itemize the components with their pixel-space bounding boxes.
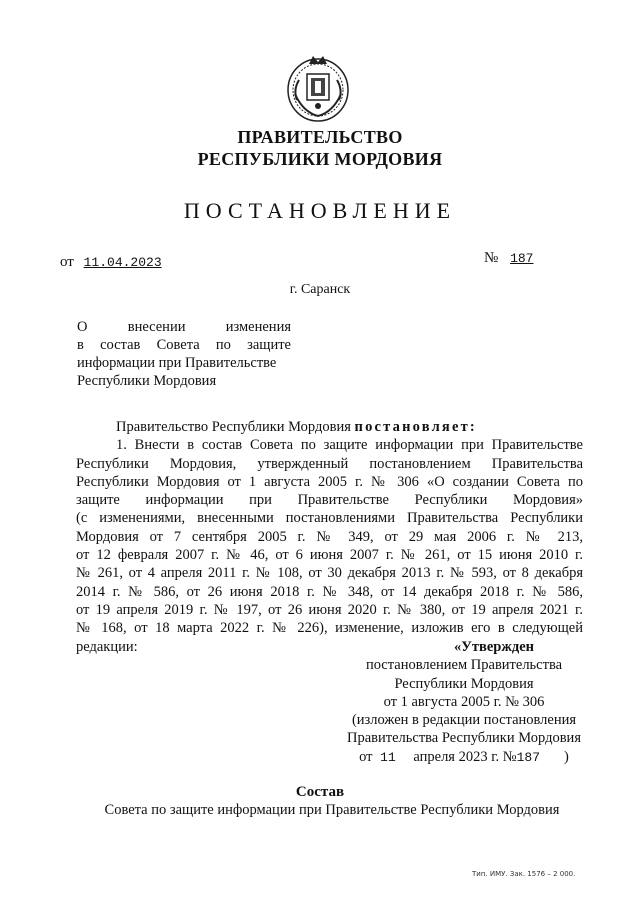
approved-heading: «Утвержден xyxy=(454,639,534,655)
approval-stamp xyxy=(326,638,602,767)
approved-line: от 1 августа 2005 г. № 306 xyxy=(383,693,545,710)
print-mark: Тип. ИМУ. Зак. 1576 – 2 000. xyxy=(472,870,576,878)
intro-text: Правительство Республики Мордовия xyxy=(116,419,351,435)
body-line: 1. Внести в состав Совета по защите информации при Правительстве xyxy=(116,437,583,454)
approved-date-mid: апреля 2023 г. № xyxy=(413,748,517,765)
city: г. Саранск xyxy=(289,282,351,297)
body-line: (с изменениями, внесенными постановлениями Правительства Республики xyxy=(76,510,583,527)
composition-subtitle: Совета по защите информации при Правительстве Республики Мордовия xyxy=(104,802,560,818)
subject-line: в состав Совета по защите xyxy=(77,337,291,353)
body-text xyxy=(76,418,583,656)
subject-line: информации при Правительстве xyxy=(77,355,277,371)
body-line: 2014 г. № 586, от 26 июня 2018 г. № 348, от 14 декабря 2018 г. № 586, xyxy=(76,583,583,600)
approved-line: постановлением Правительства xyxy=(365,657,563,674)
document-type-title: ПОСТАНОВЛЕНИЕ xyxy=(183,198,457,223)
document-date xyxy=(60,254,176,271)
document-number xyxy=(484,250,563,267)
approved-date-prefix: от xyxy=(359,748,373,765)
subject-line: Республики Мордовия xyxy=(77,373,217,389)
body-line: Республики Мордовия, утвержденный постановлением Правительства xyxy=(76,455,583,472)
body-line: защите информации при Правительстве Республики Мордовия» xyxy=(76,492,583,509)
body-line: от 12 февраля 2007 г. № 46, от 6 июня 2007 г. № 261, от 15 июня 2010 г. xyxy=(76,547,583,564)
body-line: редакции: xyxy=(76,638,138,655)
approved-line: Правительства Республики Мордовия xyxy=(347,730,581,747)
body-line: № 168, от 18 марта 2022 г. № 226), изменение, изложив его в следующей xyxy=(76,620,583,637)
subject-block xyxy=(77,318,291,390)
approved-date-number: 187 xyxy=(516,749,541,765)
coat-of-arms-emblem xyxy=(283,50,353,126)
approved-date-line xyxy=(326,748,602,767)
approved-line: Республики Мордовия xyxy=(394,675,534,692)
number-prefix: № xyxy=(484,250,499,266)
org-name-line2: РЕСПУБЛИКИ МОРДОВИЯ xyxy=(197,149,443,169)
body-intro xyxy=(76,418,583,436)
org-name-line1: ПРАВИТЕЛЬСТВО xyxy=(237,127,403,147)
number-value: 187 xyxy=(510,251,534,266)
date-prefix: от xyxy=(60,254,74,270)
date-value: 11.04.2023 xyxy=(83,255,162,270)
composition-title: Состав xyxy=(295,784,345,800)
approved-date-end: ) xyxy=(564,748,569,765)
approved-line: (изложен в редакции постановления xyxy=(351,712,577,729)
body-line: Республики Мордовия от 1 августа 2005 г. № 306 «О создании Совета по xyxy=(76,473,583,490)
body-line: Мордовия от 7 сентября 2005 г. № 349, от 29 мая 2006 г. № 213, xyxy=(76,528,583,545)
body-line: № 261, от 4 апреля 2011 г. № 108, от 30 декабря 2013 г. № 593, от 8 декабря xyxy=(76,565,583,582)
subject-line: О внесении изменения xyxy=(77,319,291,335)
approved-date-day: 11 xyxy=(380,749,396,765)
intro-decree-word: постановляет: xyxy=(354,419,477,435)
body-line: от 19 апреля 2019 г. № 197, от 26 июня 2020 г. № 380, от 19 апреля 2021 г. xyxy=(76,601,583,618)
